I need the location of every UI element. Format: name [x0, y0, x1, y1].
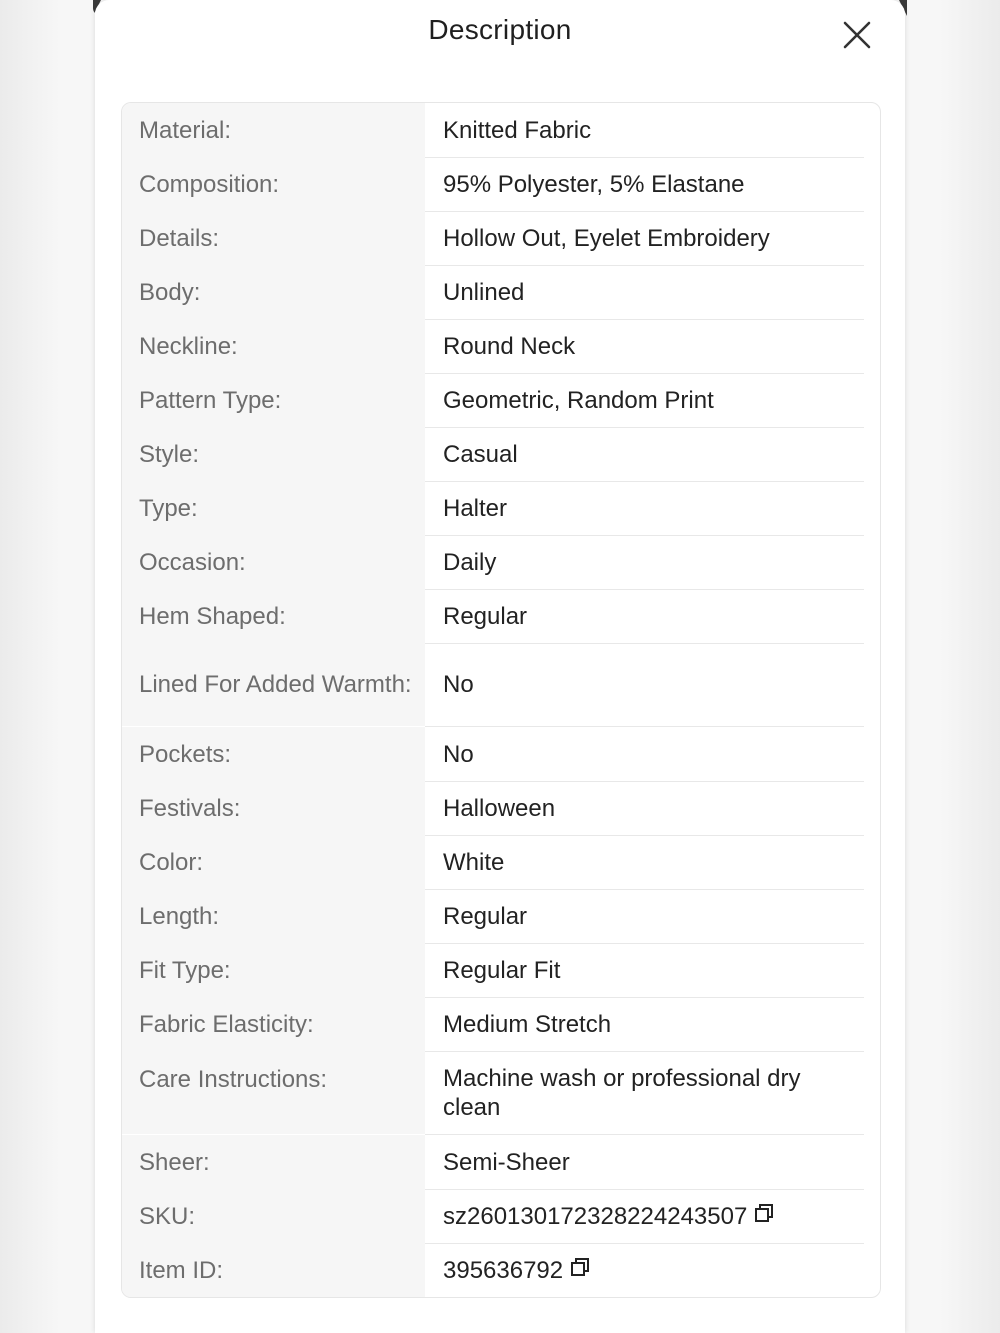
attribute-label: Care Instructions: — [122, 1051, 425, 1134]
attribute-row-style — [122, 427, 880, 481]
description-sheet — [95, 0, 905, 1333]
copy-icon[interactable] — [753, 1202, 775, 1231]
attribute-value: Medium Stretch — [425, 997, 864, 1052]
close-icon — [840, 18, 874, 52]
attribute-label: Composition: — [122, 157, 425, 211]
attribute-label: Lined For Added Warmth: — [122, 643, 425, 726]
attribute-value: Regular — [425, 889, 864, 944]
attribute-value: Knitted Fabric — [425, 103, 864, 158]
attribute-row-body — [122, 265, 880, 319]
attribute-row-festivals — [122, 781, 880, 835]
attribute-value: 95% Polyester, 5% Elastane — [425, 157, 864, 212]
attribute-label: Length: — [122, 889, 425, 943]
attribute-value: Unlined — [425, 265, 864, 320]
sku-value[interactable]: sz260130172328224243507 — [443, 1202, 748, 1230]
attribute-row-composition — [122, 157, 880, 211]
attribute-value — [425, 1189, 864, 1244]
close-button[interactable] — [840, 18, 874, 52]
attribute-value: Geometric, Random Print — [425, 373, 864, 428]
attribute-row-fabric-elasticity — [122, 997, 880, 1051]
attribute-row-color — [122, 835, 880, 889]
attribute-row-sheer — [122, 1135, 880, 1189]
attribute-row-sku — [122, 1189, 880, 1243]
attribute-row-care-instructions — [122, 1051, 880, 1135]
attribute-row-material — [122, 103, 880, 157]
attribute-value: Halloween — [425, 781, 864, 836]
attribute-row-pattern-type — [122, 373, 880, 427]
attribute-row-pockets — [122, 727, 880, 781]
attribute-label: Pattern Type: — [122, 373, 425, 427]
attribute-value: White — [425, 835, 864, 890]
attribute-value: Regular — [425, 589, 864, 644]
attribute-value: Regular Fit — [425, 943, 864, 998]
attribute-value: Casual — [425, 427, 864, 482]
attribute-value: Round Neck — [425, 319, 864, 374]
attribute-label: Material: — [122, 103, 425, 157]
attribute-row-details — [122, 211, 880, 265]
attribute-value: Daily — [425, 535, 864, 590]
attribute-row-length — [122, 889, 880, 943]
attributes-table — [121, 102, 881, 1298]
attribute-value: Machine wash or professional dry clean — [425, 1051, 864, 1135]
attribute-label: Fabric Elasticity: — [122, 997, 425, 1051]
attribute-label: Type: — [122, 481, 425, 535]
attribute-row-hem-shaped — [122, 589, 880, 643]
item-id-value[interactable]: 395636792 — [443, 1256, 564, 1284]
attribute-label: Sheer: — [122, 1135, 425, 1189]
attribute-row-type — [122, 481, 880, 535]
attribute-label: Hem Shaped: — [122, 589, 425, 643]
attribute-value: No — [425, 727, 864, 782]
attribute-label: Color: — [122, 835, 425, 889]
attribute-label: Occasion: — [122, 535, 425, 589]
attribute-label: Item ID: — [122, 1243, 425, 1297]
attribute-label: Style: — [122, 427, 425, 481]
attribute-label: Neckline: — [122, 319, 425, 373]
attribute-label: Body: — [122, 265, 425, 319]
attribute-label: Festivals: — [122, 781, 425, 835]
attribute-value: No — [425, 643, 864, 727]
attribute-value — [425, 1243, 864, 1297]
attribute-row-occasion — [122, 535, 880, 589]
attribute-row-fit-type — [122, 943, 880, 997]
attribute-label: Pockets: — [122, 727, 425, 781]
copy-icon[interactable] — [569, 1256, 591, 1285]
attribute-row-neckline — [122, 319, 880, 373]
sheet-title: Description — [428, 14, 572, 45]
attribute-value: Hollow Out, Eyelet Embroidery — [425, 211, 864, 266]
attribute-label: Fit Type: — [122, 943, 425, 997]
attribute-value: Halter — [425, 481, 864, 536]
attribute-row-lined-for-added-warmth — [122, 643, 880, 727]
attribute-label: Details: — [122, 211, 425, 265]
attribute-value: Semi-Sheer — [425, 1135, 864, 1190]
attribute-row-item-id — [122, 1243, 880, 1297]
attribute-label: SKU: — [122, 1189, 425, 1243]
